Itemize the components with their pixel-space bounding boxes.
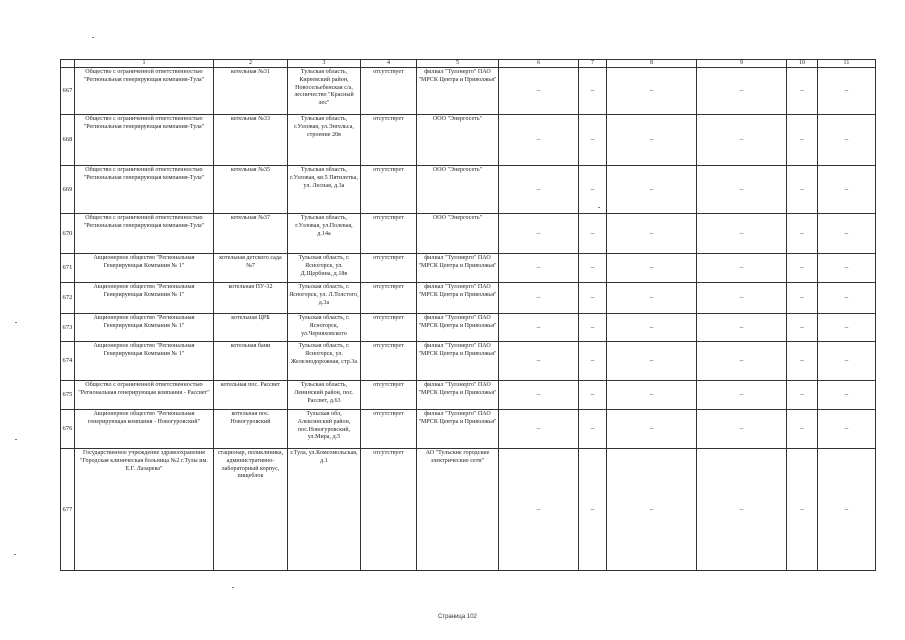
cell-address: Тульская область, Киреевский район, Новосельебенская с/а, лесничество "Красный лес"	[288, 68, 361, 115]
cell-operator: ООО "Энергосеть"	[417, 115, 499, 166]
cell-c6: –	[499, 283, 579, 314]
scan-speck	[14, 554, 16, 555]
cell-org: Акционерное общество "Региональная Генерирующая Компания № 1"	[75, 342, 214, 381]
header-cell: 3	[288, 60, 361, 68]
cell-object: котельная №35	[214, 166, 288, 214]
table-row	[61, 214, 876, 254]
cell-c10: –	[787, 283, 818, 314]
cell-status: отсутствует	[361, 166, 417, 214]
cell-c7: –	[579, 381, 607, 410]
cell-c9: –	[697, 410, 787, 449]
cell-c11: –	[818, 68, 876, 115]
header-cell: 7	[579, 60, 607, 68]
header-cell: 4	[361, 60, 417, 68]
cell-status: отсутствует	[361, 449, 417, 571]
header-cell: 11	[818, 60, 876, 68]
cell-c7: –	[579, 214, 607, 254]
cell-c6: –	[499, 115, 579, 166]
page-number: Страница 102	[438, 614, 477, 620]
table-row	[61, 115, 876, 166]
row-number: 671	[61, 254, 75, 283]
cell-org: Общество с ограниченной ответственностью "Региональная генерирующая компания - Рассвет"	[75, 381, 214, 410]
cell-object: котельная детского сада №7	[214, 254, 288, 283]
cell-c10: –	[787, 115, 818, 166]
scan-speck	[232, 587, 234, 588]
cell-c9: –	[697, 254, 787, 283]
cell-org: Общество с ограниченной ответственностью "Региональная генерирующая компания-Тула"	[75, 166, 214, 214]
cell-c9: –	[697, 342, 787, 381]
cell-object: котельная пос. Рассвет	[214, 381, 288, 410]
cell-c8: –	[607, 449, 697, 571]
cell-c8: –	[607, 381, 697, 410]
cell-c11: –	[818, 381, 876, 410]
cell-c7: –	[579, 68, 607, 115]
cell-c7: –	[579, 314, 607, 342]
row-number: 670	[61, 214, 75, 254]
cell-c7: –	[579, 115, 607, 166]
cell-c8: –	[607, 166, 697, 214]
scan-speck	[15, 322, 17, 323]
cell-c11: –	[818, 314, 876, 342]
cell-org: Акционерное общество "Региональная Генерирующая Компания № 1"	[75, 314, 214, 342]
cell-c8: –	[607, 214, 697, 254]
cell-c9: –	[697, 214, 787, 254]
cell-c6: –	[499, 410, 579, 449]
cell-c10: –	[787, 214, 818, 254]
cell-c11: –	[818, 449, 876, 571]
table-row	[61, 342, 876, 381]
cell-c8: –	[607, 342, 697, 381]
row-number: 667	[61, 68, 75, 115]
row-number: 669	[61, 166, 75, 214]
cell-c10: –	[787, 314, 818, 342]
cell-object: стационар, поликлиника, административно-лабораторный корпус, пищеблок	[214, 449, 288, 571]
cell-c11: –	[818, 342, 876, 381]
cell-object: котельная ЦРБ	[214, 314, 288, 342]
row-number: 676	[61, 410, 75, 449]
table-row	[61, 68, 876, 115]
cell-status: отсутствует	[361, 68, 417, 115]
scan-speck	[92, 37, 94, 38]
cell-c8: –	[607, 68, 697, 115]
cell-object: котельная ПУ-32	[214, 283, 288, 314]
header-cell: 9	[697, 60, 787, 68]
cell-c8: –	[607, 410, 697, 449]
cell-org: Акционерное общество "Региональная Генерирующая Компания № 1"	[75, 283, 214, 314]
cell-c6: –	[499, 166, 579, 214]
cell-c11: –	[818, 254, 876, 283]
cell-c9: –	[697, 115, 787, 166]
cell-operator: ООО "Энергосеть"	[417, 166, 499, 214]
table-row	[61, 254, 876, 283]
cell-c9: –	[697, 283, 787, 314]
cell-org: Акционерное общество "Региональная генерирующая компания - Новогуровский"	[75, 410, 214, 449]
cell-address: Тульская область, г. Ясногорск, ул. Железнодорожная, стр.3а	[288, 342, 361, 381]
cell-operator: филиал "Тулэнерго" ПАО "МРСК Центра и Приволжья"	[417, 381, 499, 410]
cell-c11: –	[818, 166, 876, 214]
header-cell: 6	[499, 60, 579, 68]
row-number: 672	[61, 283, 75, 314]
table-row	[61, 381, 876, 410]
header-cell-blank	[61, 60, 75, 68]
cell-address: Тульская область, Ленинский район, пос. Рассвет, д.63	[288, 381, 361, 410]
cell-c9: –	[697, 314, 787, 342]
header-cell: 1	[75, 60, 214, 68]
cell-operator: филиал "Тулэнерго" ПАО "МРСК Центра и Приволжья"	[417, 254, 499, 283]
cell-c8: –	[607, 283, 697, 314]
cell-address: Тульская область, г.Узловая, ул.Полевая, д.14а	[288, 214, 361, 254]
cell-status: отсутствует	[361, 254, 417, 283]
data-table	[60, 59, 876, 571]
cell-org: Общество с ограниченной ответственностью "Региональная генерирующая компания-Тула"	[75, 115, 214, 166]
cell-c10: –	[787, 254, 818, 283]
cell-status: отсутствует	[361, 342, 417, 381]
cell-status: отсутствует	[361, 314, 417, 342]
cell-object: котельная пос. Новогуровский	[214, 410, 288, 449]
row-number: 674	[61, 342, 75, 381]
cell-c11: –	[818, 410, 876, 449]
cell-address: Тульская область, г.Узловая, кв.5 Пятилетка, ул. Лесная, д.3а	[288, 166, 361, 214]
cell-address: Тульская область, г.Узловая, ул.Энгельса, строение 20в	[288, 115, 361, 166]
cell-c7: –	[579, 410, 607, 449]
cell-c7: –	[579, 166, 607, 214]
cell-status: отсутствует	[361, 410, 417, 449]
row-number: 675	[61, 381, 75, 410]
row-number: 668	[61, 115, 75, 166]
cell-address: Тульская область, г. Ясногорск, ул. Л.Толстого, д.3а	[288, 283, 361, 314]
header-row	[61, 60, 876, 68]
header-cell: 5	[417, 60, 499, 68]
table-row	[61, 410, 876, 449]
header-cell: 2	[214, 60, 288, 68]
cell-c8: –	[607, 314, 697, 342]
cell-status: отсутствует	[361, 115, 417, 166]
cell-object: котельная №31	[214, 68, 288, 115]
scan-speck	[598, 207, 600, 208]
cell-status: отсутствует	[361, 381, 417, 410]
cell-status: отсутствует	[361, 214, 417, 254]
cell-c11: –	[818, 115, 876, 166]
cell-org: Общество с ограниченной ответственностью "Региональная генерирующая компания-Тула"	[75, 214, 214, 254]
cell-object: котельная бани	[214, 342, 288, 381]
table-row	[61, 166, 876, 214]
cell-address: Тульская обл, Алексинский район, пос.Новогуровский, ул.Мира, д.5	[288, 410, 361, 449]
cell-org: Государственное учреждение здравоохранения "Городская клиническая больница №2 г.Тулы им. Е.Г. Лазарева"	[75, 449, 214, 571]
cell-c6: –	[499, 342, 579, 381]
cell-operator: филиал "Тулэнерго" ПАО "МРСК Центра и Приволжья"	[417, 342, 499, 381]
cell-c8: –	[607, 254, 697, 283]
cell-c6: –	[499, 254, 579, 283]
cell-c7: –	[579, 283, 607, 314]
cell-c9: –	[697, 68, 787, 115]
cell-c10: –	[787, 449, 818, 571]
cell-c11: –	[818, 214, 876, 254]
cell-c10: –	[787, 381, 818, 410]
cell-c8: –	[607, 115, 697, 166]
table-row	[61, 449, 876, 571]
cell-c6: –	[499, 449, 579, 571]
cell-address: Тульская область, г. Ясногорск, ул.Черняховского	[288, 314, 361, 342]
cell-operator: АО "Тульские городские электрические сети"	[417, 449, 499, 571]
cell-address: Тульская область, г. Ясногорск, ул. Д.Щербина, д.18в	[288, 254, 361, 283]
cell-c9: –	[697, 381, 787, 410]
header-cell: 8	[607, 60, 697, 68]
cell-c10: –	[787, 166, 818, 214]
cell-c6: –	[499, 214, 579, 254]
scan-speck	[15, 439, 17, 440]
cell-operator: филиал "Тулэнерго" ПАО "МРСК Центра и Приволжья"	[417, 314, 499, 342]
cell-status: отсутствует	[361, 283, 417, 314]
cell-c7: –	[579, 449, 607, 571]
cell-org: Акционерное общество "Региональная Генерирующая Компания № 1"	[75, 254, 214, 283]
cell-c11: –	[818, 283, 876, 314]
table-row	[61, 314, 876, 342]
cell-operator: филиал "Тулэнерго" ПАО "МРСК Центра и Приволжья"	[417, 68, 499, 115]
cell-c6: –	[499, 381, 579, 410]
cell-operator: филиал "Тулэнерго" ПАО "МРСК Центра и Приволжья"	[417, 410, 499, 449]
cell-c10: –	[787, 342, 818, 381]
table-row	[61, 283, 876, 314]
cell-operator: ООО "Энергосеть"	[417, 214, 499, 254]
cell-c7: –	[579, 342, 607, 381]
cell-operator: филиал "Тулэнерго" ПАО "МРСК Центра и Приволжья"	[417, 283, 499, 314]
row-number: 677	[61, 449, 75, 571]
cell-object: котельная №37	[214, 214, 288, 254]
cell-c9: –	[697, 166, 787, 214]
row-number: 673	[61, 314, 75, 342]
cell-org: Общество с ограниченной ответственностью "Региональная генерирующая компания-Тула"	[75, 68, 214, 115]
cell-object: котельная №33	[214, 115, 288, 166]
cell-c7: –	[579, 254, 607, 283]
cell-c6: –	[499, 68, 579, 115]
cell-c10: –	[787, 68, 818, 115]
cell-c9: –	[697, 449, 787, 571]
cell-address: г.Тула, ул.Комсомольская, д.1	[288, 449, 361, 571]
header-cell: 10	[787, 60, 818, 68]
cell-c10: –	[787, 410, 818, 449]
cell-c6: –	[499, 314, 579, 342]
